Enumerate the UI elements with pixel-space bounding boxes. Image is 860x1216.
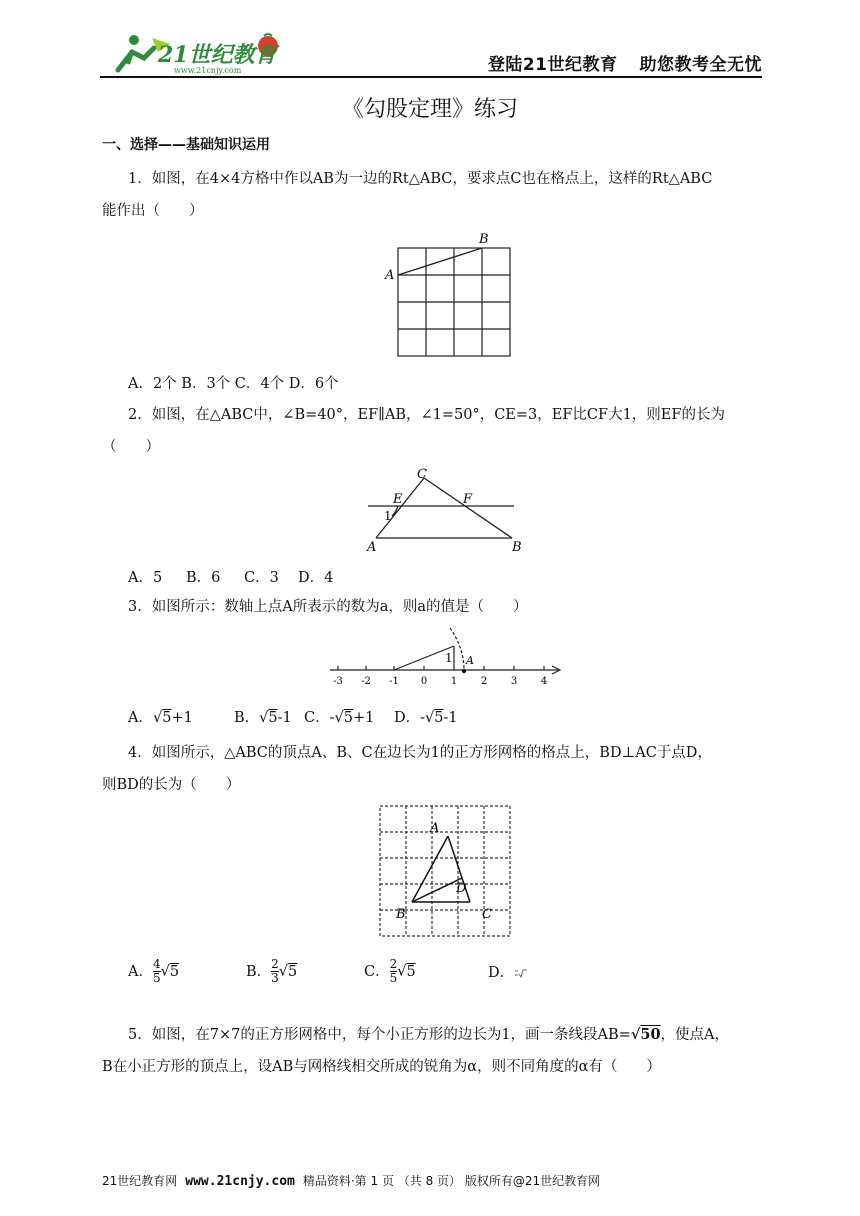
q3-options bbox=[128, 706, 458, 727]
q3-tick-label: 3 bbox=[510, 676, 518, 687]
q3-tick-label: 1 bbox=[450, 676, 458, 687]
q2-label-f: F bbox=[463, 492, 473, 507]
q1-line2: 能作出（ ） bbox=[102, 203, 204, 219]
header-slogan bbox=[466, 50, 762, 75]
q4-option-d-garbled-formula-icon bbox=[514, 968, 528, 978]
q5-line2: B在小正方形的顶点上，设AB与网格线相交所成的锐角为α，则不同角度的α有（ ） bbox=[102, 1059, 661, 1075]
q3-option-b: B．√5-1 bbox=[234, 710, 292, 726]
footer-right: 精品资料·第 1 页 （共 8 页） 版权所有@21世纪教育网 bbox=[302, 1174, 601, 1188]
q2-label-1: 1 bbox=[384, 509, 392, 523]
q4-label-a: A bbox=[430, 821, 440, 836]
q1-label-a: A bbox=[385, 268, 395, 283]
q3-tick-label: -2 bbox=[361, 676, 371, 687]
q2-option-a: A．5 bbox=[128, 570, 163, 586]
q3-label-1: 1 bbox=[445, 651, 453, 665]
slogan-1: 登陆21世纪教育 bbox=[487, 55, 618, 75]
q2-label-a: A bbox=[367, 540, 377, 555]
q3-tick-label: 0 bbox=[420, 676, 428, 687]
section-heading: 一、选择——基础知识运用 bbox=[102, 137, 270, 153]
q2-options bbox=[128, 566, 333, 587]
q2-label-e: E bbox=[393, 492, 403, 507]
q1-line1: 1．如图，在4×4方格中作以AB为一边的Rt△ABC，要求点C也在格点上，这样的Rt△ABC bbox=[128, 171, 713, 187]
q5-line1: 5．如图，在7×7的正方形网格中，每个小正方形的边长为1，画一条线段AB=√50，使点A， bbox=[128, 1026, 730, 1043]
q4-options bbox=[128, 958, 528, 985]
q4-option-d: D． bbox=[488, 961, 528, 982]
q4-label-d: D bbox=[456, 881, 467, 896]
header-divider bbox=[100, 76, 762, 78]
q3-label-a: A bbox=[466, 654, 474, 667]
q4-label-c: C bbox=[482, 907, 492, 922]
q4-option-c: C． $\frac{2}{5}$ √5 bbox=[364, 957, 416, 985]
footer-left: 21世纪教育网 bbox=[102, 1174, 178, 1188]
q4-option-b: B． $\frac{2}{3}$ √5 bbox=[246, 957, 298, 985]
q4-grid-figure bbox=[376, 802, 516, 940]
q3-option-d: D．-√5-1 bbox=[394, 710, 458, 726]
q2-option-c: C．3 bbox=[244, 570, 279, 586]
q2-label-c: C bbox=[417, 467, 427, 482]
q1-options: A．2个 B．3个 C．4个 D．6个 bbox=[128, 376, 339, 392]
q3-tick-label: 2 bbox=[480, 676, 488, 687]
footer-url: www.21cnjy.com bbox=[185, 1174, 295, 1189]
q2-line1: 2．如图，在△ABC中，∠B=40°，EF∥AB，∠1=50°，CE=3，EF比CF大1，则EF的长为 bbox=[128, 407, 725, 423]
q1-label-b: B bbox=[479, 232, 489, 247]
q3-tick-label: 4 bbox=[540, 676, 548, 687]
site-logo bbox=[108, 30, 288, 76]
document-title: 《勾股定理》练习 bbox=[341, 97, 518, 122]
q1-grid-figure bbox=[380, 230, 520, 362]
q4-line2: 则BD的长为（ ） bbox=[102, 777, 241, 793]
q3-option-a: A．√5+1 bbox=[128, 710, 193, 726]
q3-option-c: C．-√5+1 bbox=[304, 710, 375, 726]
q2-option-b: B．6 bbox=[186, 570, 221, 586]
q4-option-a: A． $\frac{4}{5}$ √5 bbox=[128, 957, 180, 985]
q3-tick-label: -1 bbox=[389, 676, 399, 687]
q2-triangle-figure bbox=[360, 462, 530, 556]
q3-tick-label: -3 bbox=[333, 676, 343, 687]
slogan-2: 助您教考全无忧 bbox=[639, 55, 762, 75]
page-footer bbox=[102, 1172, 600, 1189]
q3-line1: 3．如图所示：数轴上点A所表示的数为a，则a的值是（ ） bbox=[128, 599, 528, 615]
q2-option-d: D．4 bbox=[298, 570, 334, 586]
logo-text: 21世纪教育 bbox=[158, 42, 277, 68]
q2-label-b: B bbox=[512, 540, 522, 555]
q3-number-line-figure bbox=[326, 624, 566, 690]
q4-line1: 4．如图所示，△ABC的顶点A、B、C在边长为1的正方形网格的格点上，BD⊥AC于点D， bbox=[128, 745, 712, 761]
q4-label-b: B bbox=[396, 907, 406, 922]
logo-url: www.21cnjy.com bbox=[174, 66, 242, 75]
q2-line2: （ ） bbox=[102, 439, 160, 455]
